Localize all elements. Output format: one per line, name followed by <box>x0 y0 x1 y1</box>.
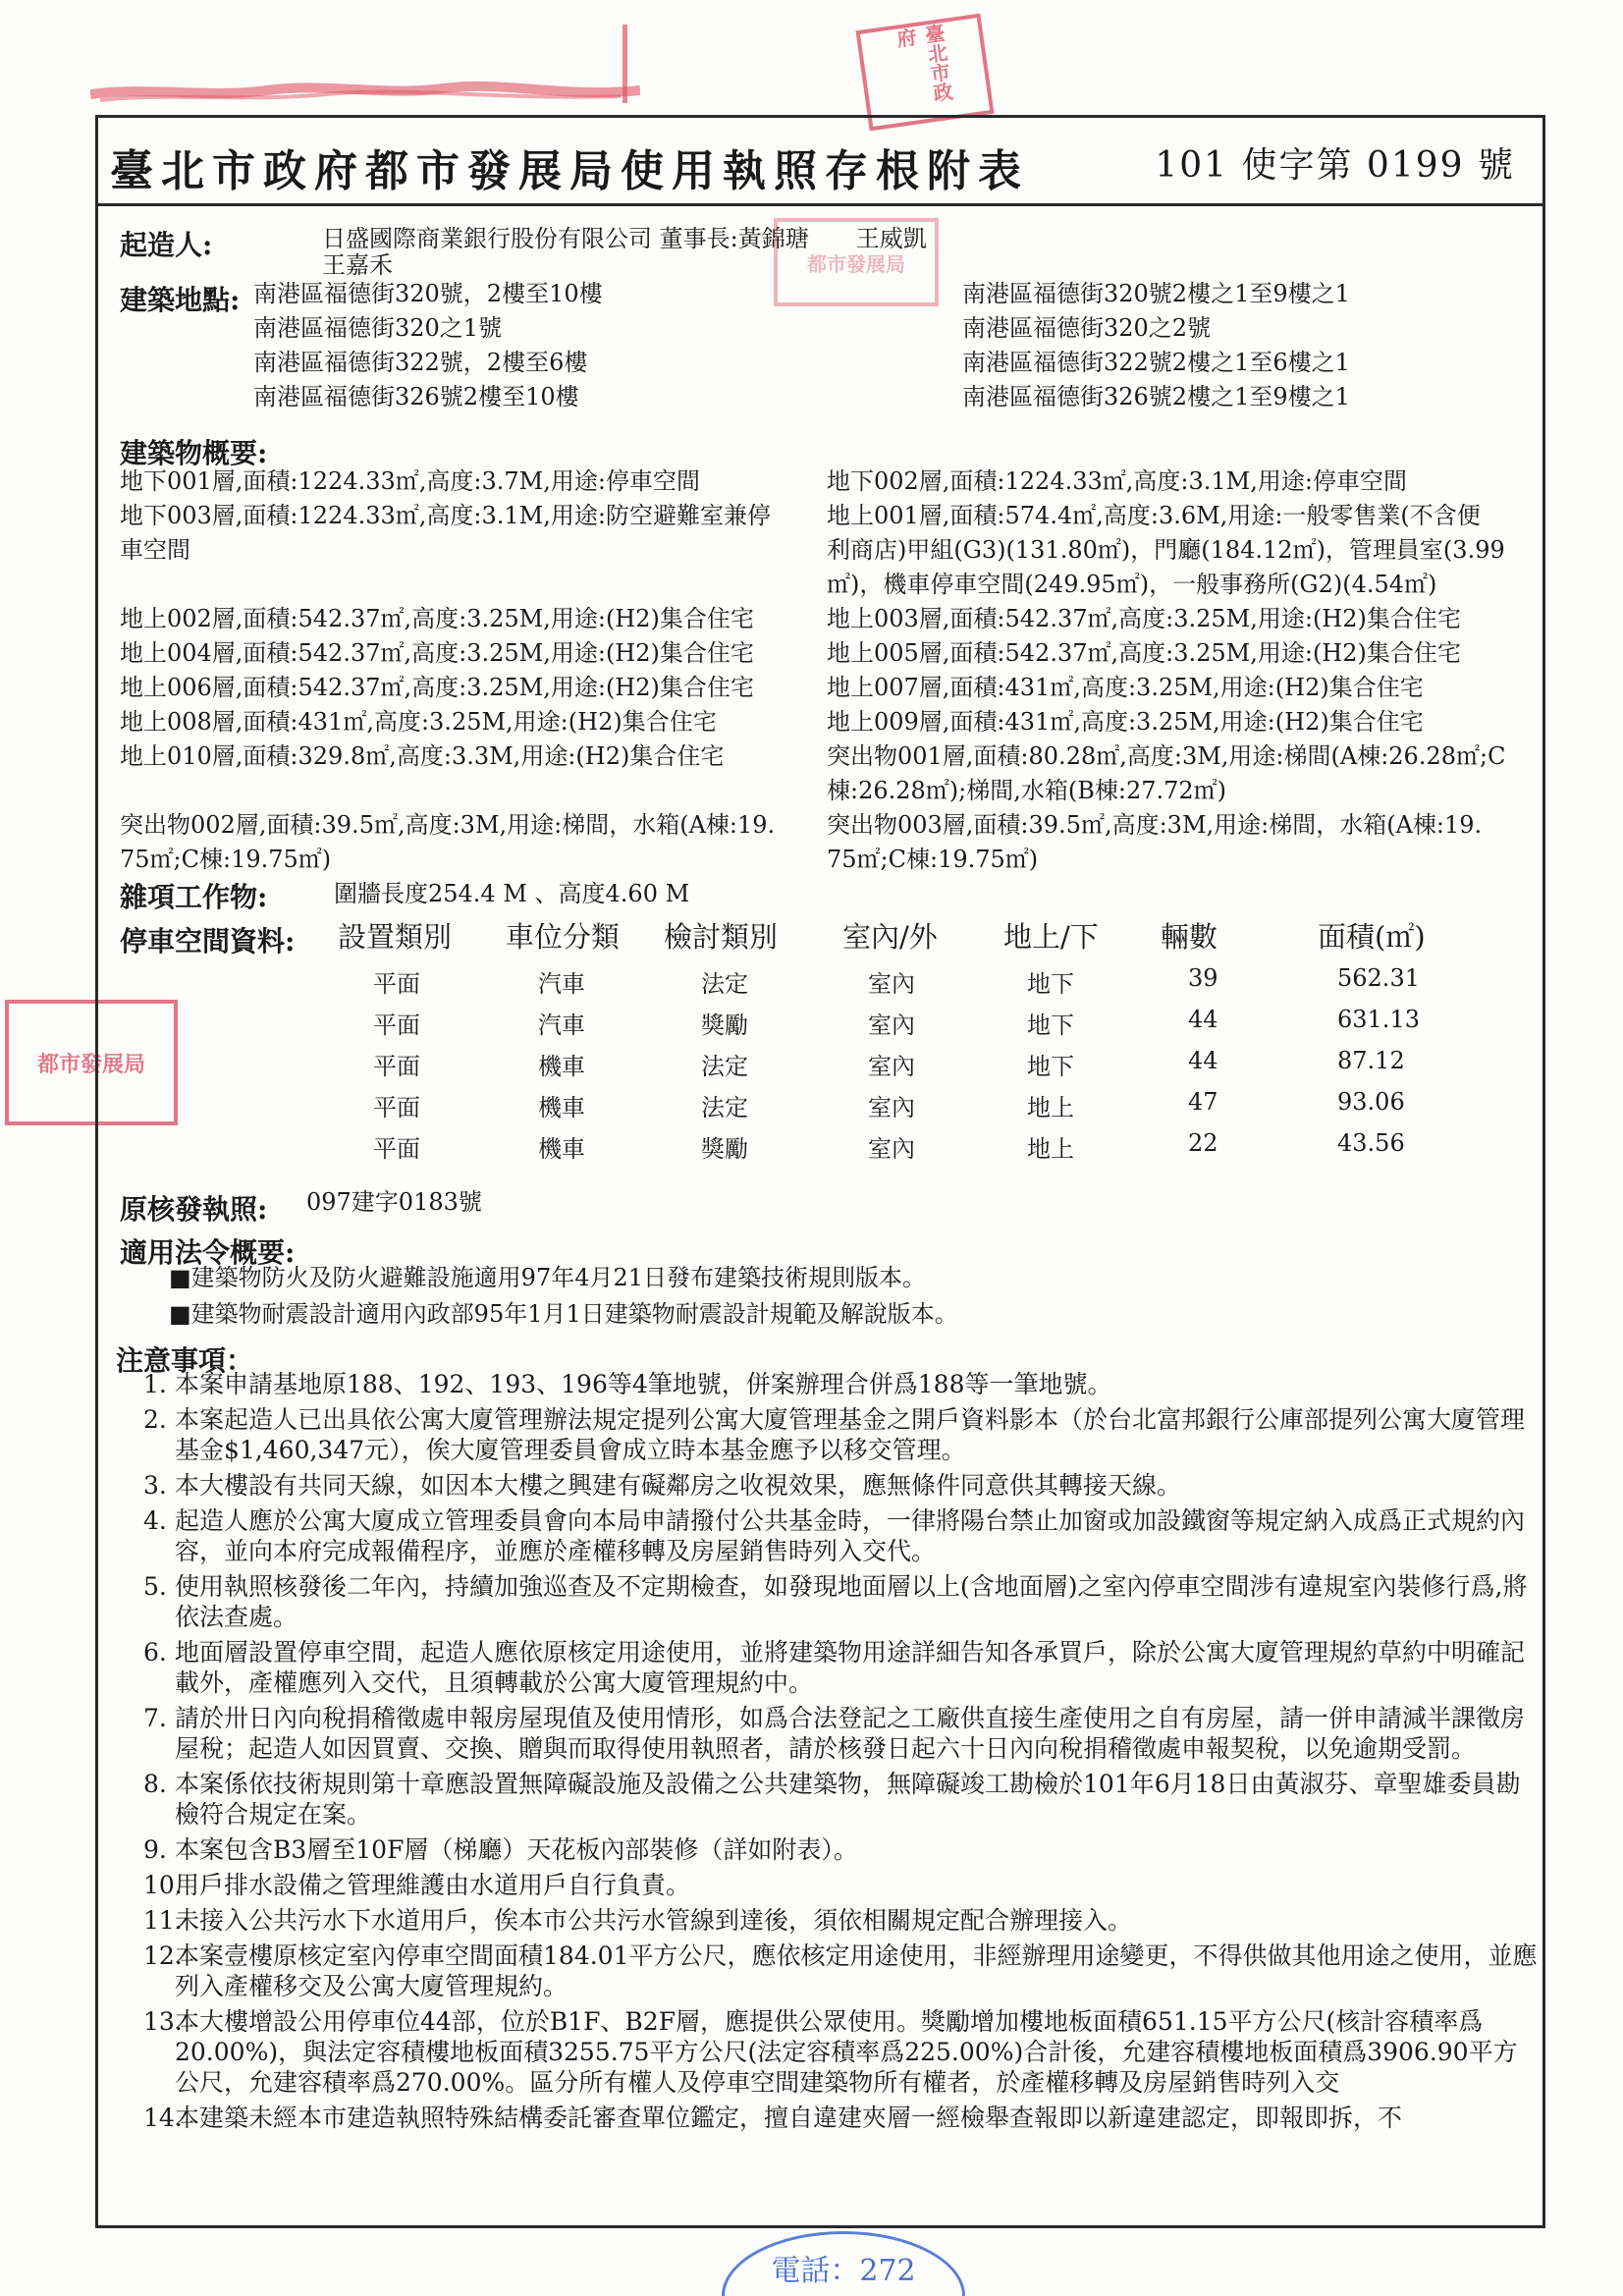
note-number: 7. <box>143 1704 167 1732</box>
red-scribble-mark <box>90 77 640 106</box>
notes-label: 注意事項： <box>116 1344 254 1377</box>
parking-cell: 平面 <box>373 1053 420 1080</box>
parking-row <box>0 1088 1623 1123</box>
parking-header-cell: 面積(㎡) <box>1318 920 1426 954</box>
overview-line: 地上008層,面積:431㎡,高度:3.25M,用途:(H2)集合住宅 <box>120 708 717 736</box>
note-item <box>143 1637 1538 1698</box>
overview-line: ㎡)，機車停車空間(249.95㎡)，一般事務所(G2)(4.54㎡) <box>827 571 1437 598</box>
parking-row <box>0 1047 1623 1082</box>
overview-line: 棟:26.28㎡);梯間,水箱(B棟:27.72㎡) <box>827 777 1227 804</box>
overview-line: 地上007層,面積:431㎡,高度:3.25M,用途:(H2)集合住宅 <box>827 674 1424 701</box>
overview-line: 地上003層,面積:542.37㎡,高度:3.25M,用途:(H2)集合住宅 <box>827 605 1461 632</box>
overview-line: 地上006層,面積:542.37㎡,高度:3.25M,用途:(H2)集合住宅 <box>120 674 754 701</box>
law-item: ■建築物耐震設計適用內政部95年1月1日建築物耐震設計規範及解說版本。 <box>169 1300 958 1328</box>
note-number: 11. <box>143 1906 183 1935</box>
parking-row <box>0 1129 1623 1165</box>
overview-line: 地上010層,面積:329.8㎡,高度:3.3M,用途:(H2)集合住宅 <box>120 742 725 770</box>
overview-line: 突出物003層,面積:39.5㎡,高度:3M,用途:梯間，水箱(A棟:19. <box>827 811 1483 839</box>
permit-number: 101 使字第 0199 號 <box>1155 145 1515 186</box>
parking-cell: 93.06 <box>1337 1088 1405 1116</box>
parking-header-cell: 室內/外 <box>842 920 938 954</box>
parking-cell: 地下 <box>1027 1011 1074 1039</box>
note-item <box>143 1404 1538 1465</box>
note-item <box>143 2103 1538 2133</box>
note-text: 本案壹樓原核定室內停車空間面積184.01平方公尺，應依核定用途使用，非經辦理用途變更，不得供做其他用途之使用，並應列入產權移交及公寓大廈管理規約。 <box>175 1941 1538 2000</box>
location-item: 南港區福德街326號2樓之1至9樓之1 <box>962 383 1350 410</box>
note-item <box>143 1870 1538 1900</box>
original-permit-label: 原核發執照: <box>120 1193 268 1226</box>
note-item <box>143 1470 1538 1501</box>
overview-line <box>120 774 775 808</box>
parking-cell: 22 <box>1188 1129 1218 1157</box>
parking-cell: 汽車 <box>538 1011 585 1039</box>
note-item <box>143 1571 1538 1632</box>
note-number: 1. <box>143 1370 167 1398</box>
parking-cell: 機車 <box>538 1135 585 1163</box>
red-pen-stroke <box>622 25 627 103</box>
location-left-list <box>253 277 603 414</box>
overview-line: 突出物002層,面積:39.5㎡,高度:3M,用途:梯間，水箱(A棟:19. <box>120 811 776 839</box>
parking-cell: 39 <box>1188 964 1218 992</box>
note-text: 未接入公共污水下水道用戶，俟本市公共污水管線到達後，須依相關規定配合辦理接入。 <box>175 1906 1133 1935</box>
overview-line: 地上004層,面積:542.37㎡,高度:3.25M,用途:(H2)集合住宅 <box>120 639 754 667</box>
parking-header-cell: 輛數 <box>1161 920 1218 954</box>
overview-line <box>120 568 775 602</box>
parking-cell: 機車 <box>538 1053 585 1080</box>
note-text: 地面層設置停車空間，起造人應依原核定用途使用，並將建築物用途詳細告知各承買戶，除於公寓大廈管理規約草約中明確記載外，產權應列入交代，且須轉載於公寓大廈管理規約中。 <box>175 1638 1526 1697</box>
parking-cell: 87.12 <box>1337 1047 1405 1074</box>
note-text: 本大樓設有共同天線，如因本大樓之興建有礙鄰房之收視效果，應無條件同意供其轉接天線。 <box>175 1471 1182 1500</box>
overview-line: 地下002層,面積:1224.33㎡,高度:3.1M,用途:停車空間 <box>827 467 1407 495</box>
location-right-list <box>962 277 1350 414</box>
parking-cell: 室內 <box>868 1094 915 1121</box>
title-divider <box>95 203 1545 206</box>
phone-stamp: 電話：272 <box>722 2231 965 2296</box>
seal-text: 都市發展局 <box>36 1051 145 1077</box>
location-item: 南港區福德街322號，2樓至6樓 <box>253 349 588 376</box>
overview-line: 地下003層,面積:1224.33㎡,高度:3.1M,用途:防空避難室兼停 <box>120 502 771 529</box>
parking-cell: 562.31 <box>1337 964 1420 992</box>
misc-label: 雜項工作物: <box>120 881 268 913</box>
parking-cell: 地下 <box>1027 1053 1074 1080</box>
note-number: 6. <box>143 1638 167 1667</box>
seal-text: 臺北市政府 <box>892 22 955 104</box>
overview-line: 地下001層,面積:1224.33㎡,高度:3.7M,用途:停車空間 <box>120 467 700 495</box>
note-text: 用戶排水設備之管理維護由水道用戶自行負責。 <box>175 1871 691 1899</box>
builder-line2: 王嘉禾 <box>322 251 393 279</box>
parking-cell: 獎勵 <box>701 1011 748 1039</box>
note-number: 13. <box>143 2007 183 2036</box>
overview-right-list <box>827 465 1505 877</box>
parking-cell: 平面 <box>373 1011 420 1039</box>
notes-list <box>143 1369 1538 2138</box>
note-number: 5. <box>143 1572 167 1601</box>
overview-label: 建築物概要: <box>120 437 268 469</box>
note-text: 本案係依技術規則第十章應設置無障礙設施及設備之公共建築物，無障礙竣工勘檢於101年6月18日由黃淑芬、章聖雄委員勘檢符合規定在案。 <box>175 1770 1521 1829</box>
location-label: 建築地點: <box>120 284 241 316</box>
original-permit-value: 097建字0183號 <box>306 1188 482 1216</box>
note-text: 本案起造人已出具依公寓大廈管理辦法規定提列公寓大廈管理基金之開戶資料影本（於台北富邦銀行公庫部提列公寓大廈管理基金$1,460,347元），俟大廈管理委員會成立時本基金應予以移交管理。 <box>175 1405 1526 1464</box>
parking-cell: 平面 <box>373 970 420 998</box>
parking-cell: 44 <box>1188 1047 1218 1074</box>
note-item <box>143 1505 1538 1566</box>
note-item <box>143 1905 1538 1936</box>
note-text: 起造人應於公寓大廈成立管理委員會向本局申請撥付公共基金時，一律將陽台禁止加窗或加設鐵窗等規定納入成爲正式規約內容，並向本府完成報備程序，並應於產權移轉及房屋銷售時列入交代。 <box>175 1506 1526 1565</box>
overview-left-list <box>120 465 775 877</box>
location-item: 南港區福德街320之1號 <box>253 314 503 342</box>
parking-cell: 機車 <box>538 1094 585 1121</box>
location-item: 南港區福德街326號2樓至10樓 <box>253 383 579 410</box>
note-text: 本案包含B3層至10F層（梯廳）天花板內部裝修（詳如附表）。 <box>175 1835 858 1864</box>
parking-cell: 室內 <box>868 1011 915 1039</box>
parking-table-header <box>0 915 1623 955</box>
parking-label: 停車空間資料: <box>120 925 296 957</box>
location-item: 南港區福德街320之2號 <box>962 314 1212 342</box>
location-item: 南港區福德街320號，2樓至10樓 <box>253 280 603 307</box>
note-number: 12. <box>143 1941 183 1970</box>
parking-cell: 44 <box>1188 1006 1218 1033</box>
builder-label: 起造人: <box>120 229 213 261</box>
parking-row <box>0 964 1623 1000</box>
note-text: 請於卅日內向稅捐稽徵處申報房屋現值及使用情形，如爲合法登記之工廠供直接生產使用之自有房屋，請一併申請減半課徵房屋稅；起造人如因買賣、交換、贈與而取得使用執照者，請於核發日起六十日內向稅捐稽徵處申報契稅，以免逾期受罰。 <box>175 1704 1526 1763</box>
parking-cell: 平面 <box>373 1135 420 1163</box>
parking-header-cell: 車位分類 <box>506 920 621 954</box>
overview-line: 利商店)甲組(G3)(131.80㎡)，門廳(184.12㎡)，管理員室(3.99 <box>827 536 1505 564</box>
parking-cell: 室內 <box>868 1053 915 1080</box>
misc-value: 圍牆長度254.4 M 、高度4.60 M <box>334 880 690 907</box>
parking-header-cell: 設置類別 <box>338 920 453 954</box>
seal-text: 都市發展局 <box>807 251 905 276</box>
parking-cell: 汽車 <box>538 970 585 998</box>
note-text: 本建築未經本市建造執照特殊結構委託審查單位鑑定，擅自違建夾層一經檢舉查報即以新違建認定，即報即拆，不 <box>175 2104 1403 2132</box>
note-text: 本大樓增設公用停車位44部，位於B1F、B2F層，應提供公眾使用。獎勵增加樓地板面積651.15平方公尺(核計容積率爲20.00%)，與法定容積樓地板面積3255.75平方公尺(法定容積率爲225.00%)合計後，允建容積樓地板面積爲3906.90平方公尺，允建容積率爲270.00%。區分所有權人及停車空間建築物所有權者，於產權移轉及房屋銷售時列入交 <box>175 2007 1518 2097</box>
overview-line: 地上009層,面積:431㎡,高度:3.25M,用途:(H2)集合住宅 <box>827 708 1424 736</box>
note-number: 8. <box>143 1770 167 1798</box>
note-item <box>143 1369 1538 1399</box>
note-text: 使用執照核發後二年內，持續加強巡查及不定期檢查，如發現地面層以上(含地面層)之室內停車空間涉有違規室內裝修行爲,將依法查處。 <box>175 1572 1528 1631</box>
parking-header-cell: 檢討類別 <box>664 920 779 954</box>
parking-cell: 地上 <box>1027 1135 1074 1163</box>
note-item <box>143 1941 1538 2001</box>
overview-line: 地上002層,面積:542.37㎡,高度:3.25M,用途:(H2)集合住宅 <box>120 605 754 632</box>
note-item <box>143 2006 1538 2098</box>
note-number: 14. <box>143 2104 183 2132</box>
parking-cell: 室內 <box>868 1135 915 1163</box>
location-item: 南港區福德街320號2樓之1至9樓之1 <box>962 280 1350 307</box>
overview-line: 車空間 <box>120 536 190 564</box>
overview-line: 地上005層,面積:542.37㎡,高度:3.25M,用途:(H2)集合住宅 <box>827 639 1461 667</box>
overview-line: 突出物001層,面積:80.28㎡,高度:3M,用途:梯間(A棟:26.28㎡;C <box>827 742 1506 770</box>
parking-cell: 法定 <box>701 1094 748 1121</box>
note-number: 10. <box>143 1871 183 1899</box>
law-item: ■建築物防火及防火避難設施適用97年4月21日發布建築技術規則版本。 <box>169 1264 927 1291</box>
note-number: 4. <box>143 1506 167 1535</box>
builder-line1: 日盛國際商業銀行股份有限公司 董事長:黃錦瑭 王威凱 <box>322 225 927 252</box>
parking-cell: 地上 <box>1027 1094 1074 1121</box>
parking-header-cell: 地上/下 <box>1003 920 1099 954</box>
parking-cell: 法定 <box>701 970 748 998</box>
parking-cell: 地下 <box>1027 970 1074 998</box>
laws-label: 適用法令概要: <box>120 1236 296 1269</box>
note-item <box>143 1769 1538 1830</box>
overview-line: 75㎡;C棟:19.75㎡) <box>827 846 1039 873</box>
overview-line: 75㎡;C棟:19.75㎡) <box>120 846 332 873</box>
parking-cell: 47 <box>1188 1088 1218 1116</box>
parking-cell: 室內 <box>868 970 915 998</box>
note-number: 9. <box>143 1835 167 1864</box>
parking-cell: 平面 <box>373 1094 420 1121</box>
parking-cell: 43.56 <box>1337 1129 1405 1157</box>
location-item: 南港區福德街322號2樓之1至6樓之1 <box>962 349 1350 376</box>
overview-line: 地上001層,面積:574.4㎡,高度:3.6M,用途:一般零售業(不含便 <box>827 502 1481 529</box>
note-text: 本案申請基地原188、192、193、196等4筆地號，併案辦理合併爲188等一筆地號。 <box>175 1370 1112 1398</box>
note-item <box>143 1834 1538 1865</box>
note-item <box>143 1703 1538 1764</box>
parking-cell: 631.13 <box>1337 1006 1420 1033</box>
laws-list <box>169 1260 958 1333</box>
parking-row <box>0 1006 1623 1041</box>
official-seal-top <box>855 14 994 132</box>
parking-cell: 獎勵 <box>701 1135 748 1163</box>
note-number: 2. <box>143 1405 167 1434</box>
document-title: 臺北市政府都市發展局使用執照存根附表 <box>110 146 1029 196</box>
parking-cell: 法定 <box>701 1053 748 1080</box>
note-number: 3. <box>143 1471 167 1500</box>
